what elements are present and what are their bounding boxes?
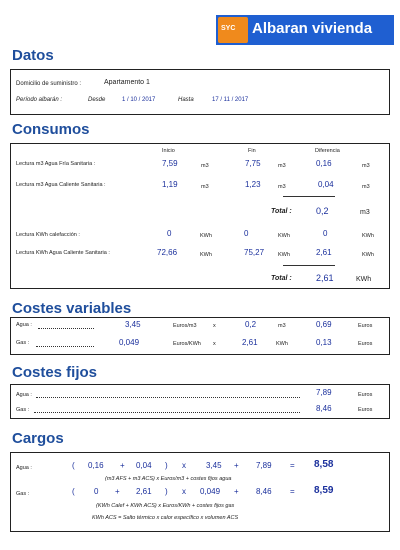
- consumo-row-label: Lectura KWh calefacción :: [16, 232, 80, 238]
- consumo-unit: KWh: [278, 233, 290, 239]
- cf-row-label: Agua :: [16, 392, 32, 398]
- cv-total: 0,69: [316, 320, 332, 329]
- consumo-unit: m3: [362, 184, 370, 190]
- total-m3-unit: m3: [360, 209, 370, 216]
- cv-unit: Euros/m3: [173, 323, 197, 329]
- total-label: Total :: [271, 275, 292, 282]
- section-title-costes-variables: Costes variables: [12, 300, 132, 317]
- company-logo: [218, 17, 248, 43]
- paren-open: (: [72, 487, 75, 496]
- consumo-unit: KWh: [200, 233, 212, 239]
- consumo-diferencia: 0: [323, 229, 328, 238]
- consumo-inicio: 7,59: [162, 159, 178, 168]
- consumo-inicio: 1,19: [162, 180, 178, 189]
- total-m3-value: 0,2: [316, 206, 329, 216]
- total-label: Total :: [271, 208, 292, 215]
- consumo-unit: KWh: [362, 252, 374, 258]
- cargo-agua-note: (m3 AFS + m3 ACS) x Euros/m3 + costes fijos agua: [105, 476, 232, 482]
- formula-term: 0,16: [88, 461, 104, 470]
- consumo-inicio: 0: [167, 229, 172, 238]
- cv-total: 0,13: [316, 338, 332, 347]
- consumo-unit: m3: [278, 163, 286, 169]
- paren-close: ): [165, 461, 168, 470]
- consumo-diferencia: 0,04: [318, 180, 334, 189]
- consumo-fin: 0: [244, 229, 249, 238]
- cv-price: 3,45: [125, 320, 141, 329]
- datos-box: [10, 69, 390, 115]
- formula-term: 0,049: [200, 487, 221, 496]
- consumo-diferencia: 2,61: [316, 248, 332, 257]
- consumo-row-label: Lectura m3 Agua Fría Sanitaria :: [16, 161, 96, 167]
- consumo-unit: m3: [201, 184, 209, 190]
- hasta-label: Hasta: [178, 97, 194, 103]
- section-title-cargos: Cargos: [12, 430, 64, 447]
- cv-qty-unit: m3: [278, 323, 286, 329]
- dotted-leader: [36, 346, 94, 347]
- formula-plus: +: [234, 461, 239, 470]
- dotted-leader: [38, 328, 94, 329]
- cv-qty: 2,61: [242, 338, 258, 347]
- formula-times: x: [182, 487, 186, 496]
- costes-variables-box: [10, 317, 390, 355]
- cf-row-label: Gas :: [16, 407, 30, 413]
- formula-term: 3,45: [206, 461, 222, 470]
- col-fin: Fin: [248, 148, 256, 154]
- section-title-consumos: Consumos: [12, 121, 90, 138]
- consumo-inicio: 72,66: [157, 248, 178, 257]
- total-underline: [283, 265, 335, 266]
- cv-qty: 0,2: [245, 320, 257, 329]
- cargo-gas-label: Gas :: [16, 491, 30, 497]
- formula-equals: =: [290, 461, 295, 470]
- cv-row-label: Gas :: [16, 340, 30, 346]
- costes-fijos-box: [10, 384, 390, 419]
- formula-term: 7,89: [256, 461, 272, 470]
- cf-euros: Euros: [358, 392, 373, 398]
- cv-euros: Euros: [358, 323, 373, 329]
- formula-term: 0: [94, 487, 99, 496]
- logo-text: SYC: [221, 25, 236, 32]
- formula-equals: =: [290, 487, 295, 496]
- cf-value: 7,89: [316, 388, 332, 397]
- formula-term: 8,46: [256, 487, 272, 496]
- cargo-gas-note: (KWh Calef + KWh ACS) x Euros/KWh + costes fijos gas: [96, 503, 235, 509]
- section-title-costes-fijos: Costes fijos: [12, 364, 98, 381]
- col-inicio: Inicio: [162, 148, 175, 154]
- consumo-diferencia: 0,16: [316, 159, 332, 168]
- dotted-leader: [36, 397, 300, 398]
- header-bar: [216, 15, 394, 45]
- cf-value: 8,46: [316, 404, 332, 413]
- consumo-fin: 7,75: [245, 159, 261, 168]
- col-diferencia: Diferencia: [315, 148, 340, 154]
- desde-label: Desde: [88, 97, 106, 103]
- formula-term: 2,61: [136, 487, 152, 496]
- consumo-unit: KWh: [362, 233, 374, 239]
- consumo-unit: m3: [278, 184, 286, 190]
- page-title: Albaran vivienda: [252, 20, 373, 37]
- dotted-leader: [34, 412, 300, 413]
- cargo-gas-note: KWh ACS = Salto térmico x calor específico x volumen ACS: [92, 515, 239, 521]
- cf-euros: Euros: [358, 407, 373, 413]
- paren-close: ): [165, 487, 168, 496]
- consumo-unit: m3: [201, 163, 209, 169]
- section-title-datos: Datos: [12, 47, 54, 64]
- consumo-fin: 75,27: [244, 248, 265, 257]
- consumo-unit: KWh: [200, 252, 212, 258]
- paren-open: (: [72, 461, 75, 470]
- cv-row-label: Agua :: [16, 322, 32, 328]
- formula-plus: +: [115, 487, 120, 496]
- periodo-label: Período albarán :: [16, 97, 63, 103]
- total-kwh-unit: KWh: [356, 276, 372, 283]
- cargo-agua-label: Agua :: [16, 465, 32, 471]
- consumo-row-label: Lectura KWh Agua Caliente Sanitaria :: [16, 250, 110, 256]
- consumo-row-label: Lectura m3 Agua Caliente Sanitaria :: [16, 182, 106, 188]
- formula-times: x: [182, 461, 186, 470]
- cv-x: x: [213, 323, 216, 329]
- consumo-fin: 1,23: [245, 180, 261, 189]
- cv-price: 0,049: [119, 338, 140, 347]
- consumo-unit: KWh: [278, 252, 290, 258]
- desde-value: 1 / 10 / 2017: [122, 97, 156, 103]
- cv-euros: Euros: [358, 341, 373, 347]
- hasta-value: 17 / 11 / 2017: [212, 97, 249, 103]
- cv-qty-unit: KWh: [276, 341, 288, 347]
- cv-unit: Euros/KWh: [173, 341, 201, 347]
- formula-plus: +: [234, 487, 239, 496]
- cargo-gas-result: 8,59: [314, 485, 334, 496]
- consumo-unit: m3: [362, 163, 370, 169]
- total-underline: [283, 196, 335, 197]
- total-kwh-value: 2,61: [316, 273, 334, 283]
- formula-plus: +: [120, 461, 125, 470]
- cv-x: x: [213, 341, 216, 347]
- domicilio-label: Domicilio de suministro :: [16, 81, 82, 87]
- cargo-agua-result: 8,58: [314, 459, 334, 470]
- formula-term: 0,04: [136, 461, 152, 470]
- domicilio-value: Apartamento 1: [104, 79, 150, 86]
